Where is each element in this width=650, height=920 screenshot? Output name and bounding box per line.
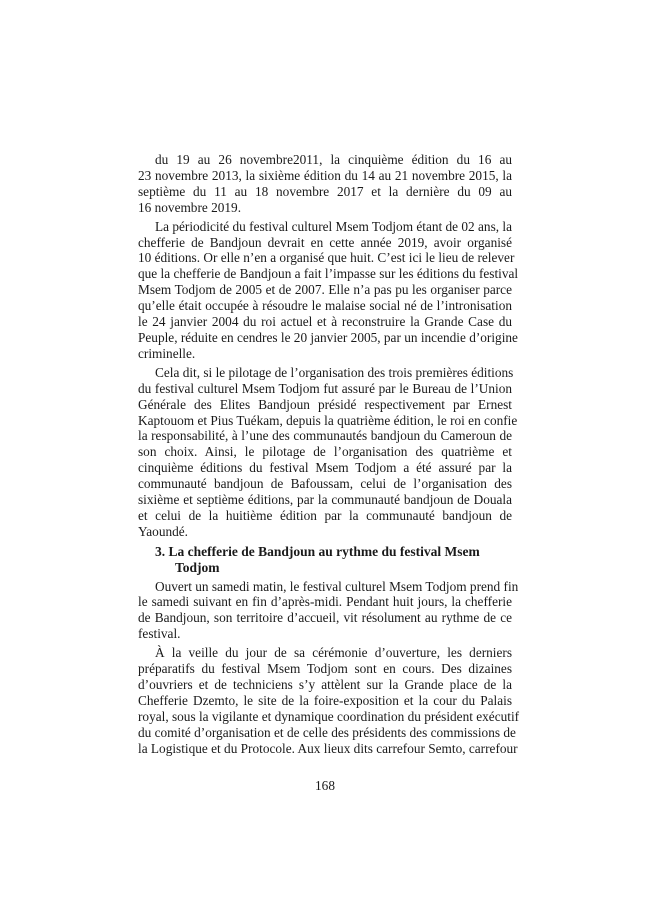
text-line: La périodicité du festival culturel Msem Todjom étant de 02 ans, la <box>155 218 513 234</box>
text-line: Kaptouom et Pius Tuékam, depuis la quatrième édition, le roi en confie <box>138 412 518 428</box>
text-line: Générale des Elites Bandjoun présidé respectivement par Ernest <box>138 396 512 412</box>
section-heading-line-1: 3. La chefferie de Bandjoun au rythme du festival Msem <box>155 543 480 559</box>
text-line: du comité d’organisation et de celle des présidents des commissions de <box>138 724 516 740</box>
text-line: festival. <box>138 626 181 642</box>
text-line: criminelle. <box>138 345 196 361</box>
paragraphs-before-heading <box>138 152 519 540</box>
section-heading-line-2: Todjom <box>175 559 220 575</box>
text-line: d’ouvriers et de techniciens s’y attèlent sur la Grande place de la <box>138 677 512 692</box>
text-line: Peuple, réduite en cendres le 20 janvier 2005, par un incendie d’origine <box>138 329 518 345</box>
text-line: le samedi suivant en fin d’après-midi. Pendant huit jours, la chefferie <box>138 594 512 610</box>
text-line: cinquième éditions du festival Msem Todjom a été assuré par la <box>138 460 512 476</box>
text-line: du 19 au 26 novembre2011, la cinquième édition du 16 au <box>155 152 512 167</box>
text-line: Chefferie Dzemto, le site de la foire-exposition et la cour du Palais <box>138 692 512 708</box>
paragraph <box>138 645 520 756</box>
text-line: qu’elle était occupée à résoudre le malaise social né de l’intronisation <box>138 298 512 314</box>
paragraph <box>138 218 519 362</box>
text-line: Ouvert un samedi matin, le festival culturel Msem Todjom prend fin <box>155 578 519 594</box>
text-line: préparatifs du festival Msem Todjom sont en cours. Des dizaines <box>138 661 512 677</box>
text-line: la Logistique et du Protocole. Aux lieux dits carrefour Semto, carrefour <box>138 740 518 756</box>
paragraph <box>138 578 519 643</box>
page-body <box>138 152 520 760</box>
text-line: le 24 janvier 2004 du roi actuel et à reconstruire la Grande Case du <box>138 314 512 330</box>
page-number: 168 <box>315 778 335 793</box>
text-line: de Bandjoun, son territoire d’accueil, vit résolument au rythme de ce <box>138 610 512 626</box>
text-line: sixième et septième éditions, par la communauté bandjoun de Douala <box>138 492 512 508</box>
text-line: du festival culturel Msem Todjom fut assuré par le Bureau de l’Union <box>138 380 512 396</box>
text-line: royal, sous la vigilante et dynamique coordination du président exécutif <box>138 708 520 724</box>
text-line: À la veille du jour de sa cérémonie d’ouverture, les derniers <box>155 645 512 661</box>
text-line: Msem Todjom de 2005 et de 2007. Elle n’a pas pu les organiser parce <box>138 282 512 298</box>
text-line: 16 novembre 2019. <box>138 199 242 215</box>
text-line: la responsabilité, à l’une des communautés bandjoun du Cameroun de <box>138 428 512 444</box>
paragraph <box>138 364 518 540</box>
section-heading <box>155 544 512 576</box>
text-line: Yaoundé. <box>138 523 188 539</box>
text-line: son choix. Ainsi, le pilotage de l’organisation des quatrième et <box>138 444 512 460</box>
text-line: communauté bandjoun de Bafoussam, celui de l’organisation des <box>138 476 512 492</box>
text-line: chefferie de Bandjoun devrait en cette année 2019, avoir organisé <box>138 234 512 250</box>
text-line: septième du 11 au 18 novembre 2017 et la dernière du 09 au <box>138 183 512 199</box>
paragraphs-after-heading <box>138 578 520 757</box>
paragraph <box>138 152 512 216</box>
text-line: Cela dit, si le pilotage de l’organisation des trois premières éditions <box>155 364 514 380</box>
text-line: 10 éditions. Or elle n’en a organisé que huit. C’est ici le lieu de relever <box>138 250 515 266</box>
text-line: que la chefferie de Bandjoun a fait l’impasse sur les éditions du festival <box>138 266 519 282</box>
text-line: et celui de la huitième édition par la communauté bandjoun de <box>138 507 512 523</box>
text-line: 23 novembre 2013, la sixième édition du 14 au 21 novembre 2015, la <box>138 167 512 183</box>
